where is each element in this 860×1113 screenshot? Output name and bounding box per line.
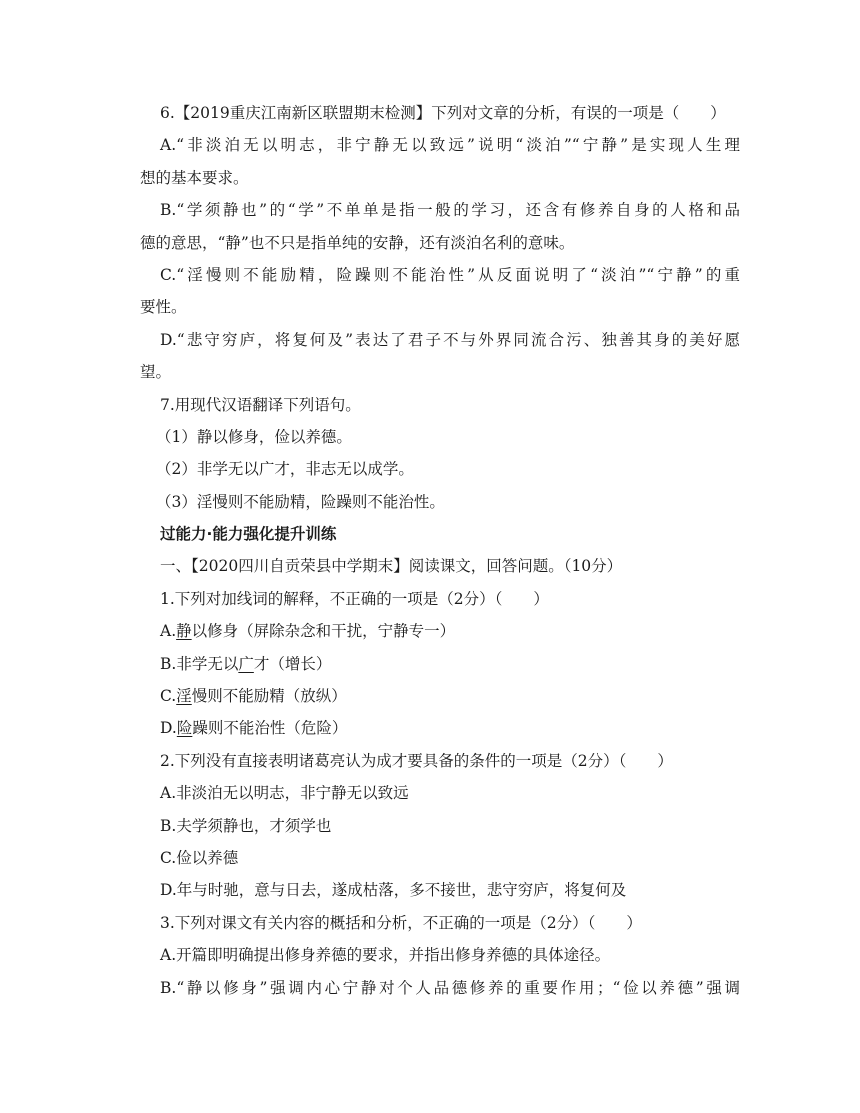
option-text: 以修身（屏除杂念和干扰，宁静专一）	[191, 622, 456, 641]
question-6-option-d: D.“悲守穷庐，将复何及”表达了君子不与外界同流合污、独善其身的美好愿	[160, 330, 740, 349]
question-6-option-b-cont: 德的意思，“静”也不只是指单纯的安静，还有淡泊名利的意味。	[140, 233, 575, 252]
part-1-question-1-option-b	[140, 648, 740, 680]
part-1-question-2-option-b: B.夫学须静也，才须学也	[160, 816, 332, 835]
option-prefix: B.非学无以	[160, 654, 239, 673]
part-1-question-2-option-d: D.年与时驰，意与日去，遂成枯落，多不接世，悲守穷庐，将复何及	[160, 881, 627, 900]
question-6-option-d-cont: 望。	[140, 363, 172, 382]
part-1-question-1-option-c	[140, 680, 740, 712]
question-7-stem: 7.用现代汉语翻译下列语句。	[160, 395, 361, 414]
question-6-option-c: C.“淫慢则不能励精，险躁则不能治性”从反面说明了“淡泊”“宁静”的重	[160, 265, 740, 284]
question-6-stem	[140, 97, 740, 129]
question-6-option-a-cont: 想的基本要求。	[140, 168, 249, 187]
part-1-question-1-option-a	[140, 615, 740, 647]
option-text: 躁则不能治性（危险）	[192, 719, 348, 738]
question-6-option-c-cont: 要性。	[140, 298, 187, 317]
underlined-word: 广	[238, 654, 254, 673]
document-content	[140, 97, 740, 1004]
question-6-option-b: B.“学须静也”的“学”不单单是指一般的学习，还含有修养自身的人格和品	[160, 201, 740, 220]
underlined-word: 淫	[176, 687, 192, 706]
part-1-question-3-stem: 3.下列对课文有关内容的概括和分析，不正确的一项是（2分）（ ）	[160, 913, 642, 932]
part-1-question-3-option-a: A.开篇即明确提出修身养德的要求，并指出修身养德的具体途径。	[160, 946, 611, 965]
question-6-option-a: A.“非淡泊无以明志，非宁静无以致远”说明“淡泊”“宁静”是实现人生理	[160, 136, 740, 155]
section-heading: 过能力·能力强化提升训练	[160, 525, 337, 544]
part-1-question-2-option-c: C.俭以养德	[160, 848, 239, 867]
underlined-word: 险	[176, 719, 193, 738]
underlined-word: 静	[176, 622, 192, 641]
part-1-question-3-option-b: B.“静以修身”强调内心宁静对个人品德修养的重要作用；“俭以养德”强调	[160, 978, 740, 997]
option-text: 慢则不能励精（放纵）	[191, 687, 347, 706]
option-prefix: D.	[160, 719, 177, 738]
part-1-intro: 一、【2020四川自贡荣县中学期末】阅读课文，回答问题。（10分）	[160, 557, 623, 576]
option-prefix: C.	[160, 687, 177, 706]
option-text: 才（增长）	[253, 654, 332, 673]
part-1-question-1-option-d	[140, 712, 740, 744]
question-7-item: （2）非学无以广才，非志无以成学。	[156, 460, 414, 479]
question-7-item: （1）静以修身，俭以养德。	[156, 427, 352, 446]
question-6-number: 6.	[160, 104, 175, 122]
part-1-question-1-stem: 1.下列对加线词的解释，不正确的一项是（2分）（ ）	[160, 589, 549, 608]
option-prefix: A.	[160, 622, 177, 641]
part-1-question-2-option-a: A.非淡泊无以明志，非宁静无以致远	[160, 784, 409, 803]
question-6-source: 【2019重庆江南新区联盟期末检测】	[174, 104, 432, 122]
question-6-text: 下列对文章的分析，有误的一项是（ ）	[431, 104, 726, 122]
part-1-question-2-stem: 2.下列没有直接表明诸葛亮认为成才要具备的条件的一项是（2分）（ ）	[160, 751, 673, 770]
question-7-item: （3）淫慢则不能励精，险躁则不能治性。	[156, 492, 445, 511]
